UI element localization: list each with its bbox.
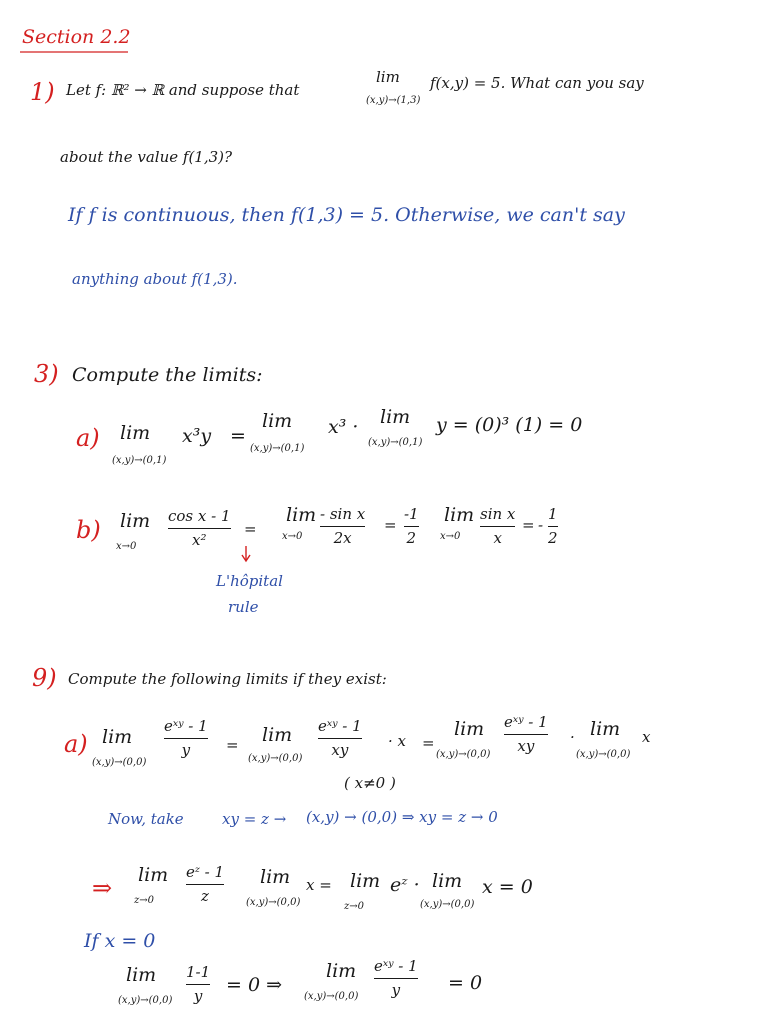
problem-3b-lim3: lim — [444, 504, 475, 526]
problem-3b-label: b) — [76, 516, 101, 544]
problem-9a-fraction-1 — [164, 718, 208, 758]
fraction-numerator: cos x - 1 — [168, 507, 231, 525]
fraction-numerator: eᶻ - 1 — [186, 863, 224, 881]
problem-3b-eq3: = — [522, 516, 535, 534]
fraction-denominator: y — [193, 986, 203, 1005]
problem-3-number: 3) — [34, 360, 59, 388]
fraction-denominator: x — [493, 528, 502, 547]
line2-fraction — [186, 964, 210, 1004]
problem-3a-eq: = — [230, 425, 246, 447]
fraction-denominator: y — [391, 980, 401, 999]
problem-3a-lim3: lim — [380, 406, 411, 428]
problem-3b-lim: lim — [120, 510, 151, 532]
line1-lim2: lim — [260, 866, 291, 888]
problem-9a-lim3-sub: (x,y)→(0,0) — [436, 749, 491, 760]
problem-9a-lim2-sub: (x,y)→(0,0) — [248, 753, 303, 764]
problem-3b-lim2-sub: x→0 — [282, 531, 303, 542]
lhopital-note-rule: rule — [228, 598, 259, 616]
problem-9a-lim: lim — [102, 726, 133, 748]
fraction-denominator: xy — [517, 736, 535, 755]
line2-mid: = 0 ⇒ — [226, 974, 283, 996]
problem-3b-eq1: = — [244, 520, 257, 538]
problem-1-lim-sub: (x,y)→(1,3) — [366, 95, 421, 106]
problem-1-number: 1) — [30, 78, 55, 106]
problem-9a-lim3: lim — [454, 718, 485, 740]
problem-9a-dot: · — [570, 728, 575, 746]
lhopital-note: L'hôpital — [216, 572, 283, 590]
line1-lim: lim — [138, 864, 169, 886]
fraction-denominator: x² — [192, 530, 207, 549]
problem-3a-label: a) — [76, 424, 100, 452]
problem-3a-lim-sub: (x,y)→(0,1) — [112, 455, 167, 466]
line1-x-eq: x = — [306, 876, 332, 894]
problem-9a-label: a) — [64, 730, 88, 758]
problem-9a-lim-sub: (x,y)→(0,0) — [92, 757, 147, 768]
line1-lim3-sub: z→0 — [344, 901, 365, 912]
line2-lim2-sub: (x,y)→(0,0) — [304, 991, 359, 1002]
fraction-numerator: -1 — [404, 505, 419, 523]
line2-lim: lim — [126, 964, 157, 986]
problem-9a-lim4-sub: (x,y)→(0,0) — [576, 749, 631, 760]
fraction-numerator: 1-1 — [186, 963, 211, 981]
line2-result: = 0 — [448, 972, 483, 994]
now-take-label: Now, take — [108, 810, 184, 828]
problem-3a-lim2-sub: (x,y)→(0,1) — [250, 443, 305, 454]
problem-3-heading: Compute the limits: — [72, 364, 263, 386]
problem-3a-lim: lim — [120, 422, 151, 444]
section-title: Section 2.2 — [22, 26, 131, 48]
problem-1-answer-line2: anything about f(1,3). — [72, 270, 238, 288]
fraction-denominator: 2x — [333, 528, 352, 547]
line1-expr: eᶻ · — [390, 874, 420, 896]
problem-9a-fraction-2 — [318, 718, 362, 758]
line2-lim2: lim — [326, 960, 357, 982]
problem-9a-lim4: lim — [590, 718, 621, 740]
line2-fraction-2 — [374, 958, 418, 998]
line2-lim-sub: (x,y)→(0,0) — [118, 995, 173, 1006]
problem-3a-lim2: lim — [262, 410, 293, 432]
problem-9a-condition: ( x≠0 ) — [344, 774, 396, 792]
line1-lim4-sub: (x,y)→(0,0) — [420, 899, 475, 910]
problem-3b-sign: - — [538, 516, 544, 534]
fraction-denominator: 2 — [548, 528, 558, 547]
case-label: If x = 0 — [84, 930, 156, 952]
line1-result: x = 0 — [482, 876, 533, 898]
problem-9a-x: x — [642, 728, 651, 746]
fraction-denominator: 2 — [406, 528, 417, 547]
problem-9a-eq2: = — [422, 734, 435, 752]
problem-1-lim: lim — [376, 68, 400, 86]
fraction-denominator: xy — [331, 740, 349, 759]
problem-3b-lim2: lim — [286, 504, 317, 526]
problem-9a-eq1: = — [226, 736, 239, 754]
problem-9a-times-x: · x — [388, 732, 406, 750]
fraction-numerator: eˣʸ - 1 — [318, 717, 362, 735]
fraction-numerator: eˣʸ - 1 — [164, 717, 208, 735]
line1-lim4: lim — [432, 870, 463, 892]
line1-fraction — [186, 864, 224, 904]
line1-lim3: lim — [350, 870, 381, 892]
substitution-expr: xy = z → — [222, 810, 287, 828]
substitution-implication: (x,y) → (0,0) ⇒ xy = z → 0 — [306, 808, 498, 826]
problem-1-answer-line1: If f is continuous, then f(1,3) = 5. Otherwise, we can't say — [68, 204, 625, 226]
problem-9-number: 9) — [32, 664, 57, 692]
fraction-numerator: 1 — [548, 505, 558, 523]
fraction-numerator: - sin x — [320, 505, 366, 523]
problem-3a-expr2: x³ · — [328, 416, 359, 438]
problem-3a-result: y = (0)³ (1) = 0 — [436, 414, 583, 436]
fraction-denominator: y — [181, 740, 191, 759]
fraction-numerator: eˣʸ - 1 — [504, 713, 548, 731]
problem-3b-lim3-sub: x→0 — [440, 531, 461, 542]
problem-3b-eq2: = — [384, 516, 397, 534]
problem-3a-expr: x³y — [182, 425, 212, 447]
problem-1-question: about the value f(1,3)? — [60, 148, 233, 166]
problem-9a-lim2: lim — [262, 724, 293, 746]
fraction-numerator: sin x — [480, 505, 516, 523]
problem-3a-lim3-sub: (x,y)→(0,1) — [368, 437, 423, 448]
line1-lim2-sub: (x,y)→(0,0) — [246, 897, 301, 908]
line1-lim-sub: z→0 — [134, 895, 155, 906]
problem-3b-lim-sub: x→0 — [116, 541, 137, 552]
problem-1-lead: Let f: ℝ² → ℝ and suppose that — [66, 81, 300, 99]
implies-arrow-icon: ⇒ — [92, 874, 113, 902]
fraction-denominator: z — [201, 886, 209, 905]
problem-1-tail: f(x,y) = 5. What can you say — [430, 74, 644, 92]
problem-9a-fraction-3 — [504, 714, 548, 754]
fraction-numerator: eˣʸ - 1 — [374, 957, 418, 975]
problem-9-heading: Compute the following limits if they exist: — [68, 670, 387, 688]
